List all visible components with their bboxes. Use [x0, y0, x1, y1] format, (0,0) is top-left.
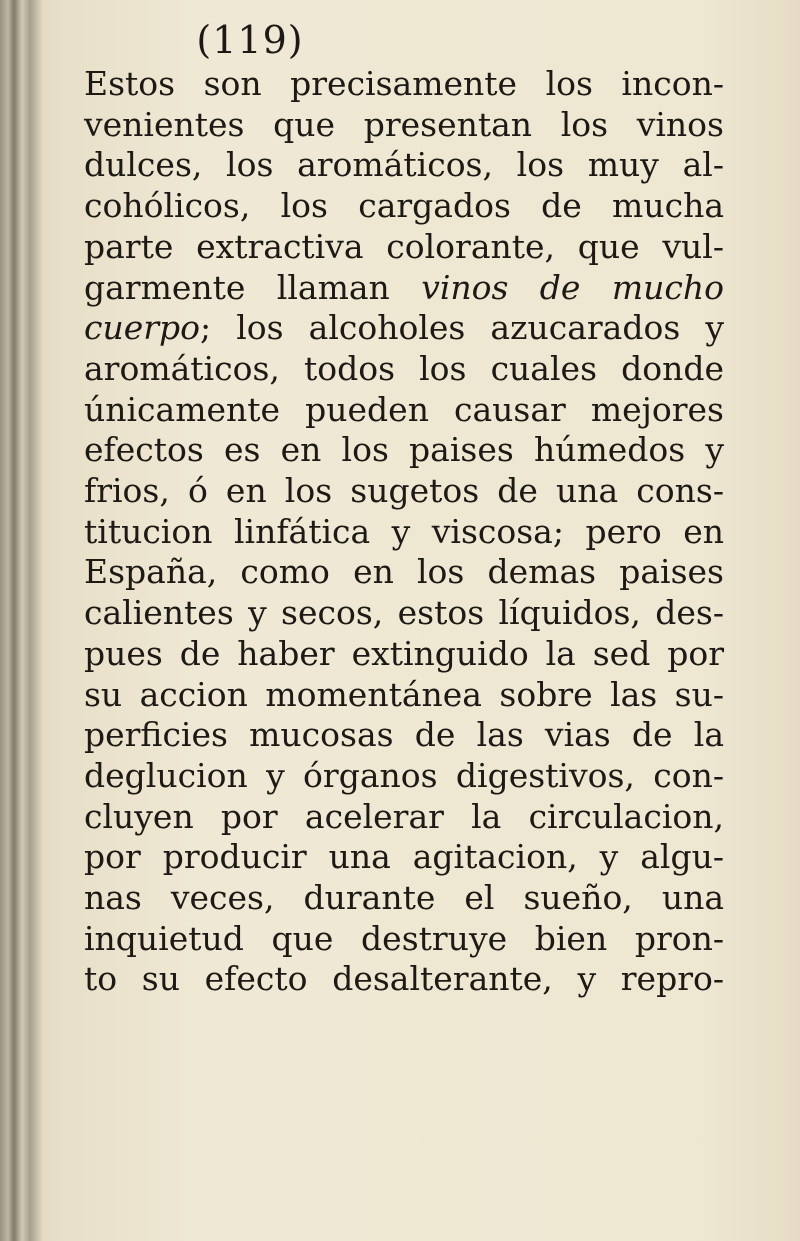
text-line: efectos es en los paises húmedos y: [84, 430, 724, 470]
page-number-header: [0, 18, 800, 62]
text-line: dulces, los aromáticos, los muy al-: [84, 145, 724, 185]
text-line: únicamente pueden causar mejores: [84, 389, 724, 429]
text-line: deglucion y órganos digestivos, con-: [84, 755, 724, 795]
text-segment: ; los alcoholes azucarados y: [200, 308, 724, 348]
text-line: nas veces, durante el sueño, una: [84, 878, 724, 918]
text-segment: garmente llaman: [84, 267, 390, 307]
text-line: Estos son precisamente los incon-: [84, 64, 724, 103]
text-line: frios, ó en los sugetos de una cons-: [84, 471, 724, 511]
text-line: venientes que presentan los vinos: [84, 104, 724, 144]
text-line: su accion momentánea sobre las su-: [84, 674, 724, 714]
text-line: titucion linfática y viscosa; pero en: [84, 511, 724, 551]
text-line: calientes y secos, estos líquidos, des-: [84, 593, 724, 633]
text-line-mixed: [84, 268, 724, 309]
text-line: pues de haber extinguido la sed por: [84, 633, 724, 673]
paragraph: [84, 64, 724, 1000]
text-line: cohólicos, los cargados de mucha: [84, 186, 724, 226]
text-line: inquietud que destruye bien pron-: [84, 918, 724, 958]
text-line-mixed: [84, 308, 724, 349]
text-line: aromáticos, todos los cuales donde: [84, 348, 724, 388]
page-binding-edge: [0, 0, 42, 1241]
page-number: (119): [196, 18, 304, 62]
text-line: por producir una agitacion, y algu-: [84, 837, 724, 877]
italic-term: vinos de mucho: [421, 267, 724, 307]
text-line: parte extractiva colorante, que vul-: [84, 226, 724, 266]
text-line: perficies mucosas de las vias de la: [84, 715, 724, 755]
italic-term: cuerpo: [84, 308, 201, 348]
text-line: cluyen por acelerar la circulacion,: [84, 796, 724, 836]
text-line: to su efecto desalterante, y repro-: [84, 959, 724, 999]
text-line: España, como en los demas paises: [84, 552, 724, 592]
